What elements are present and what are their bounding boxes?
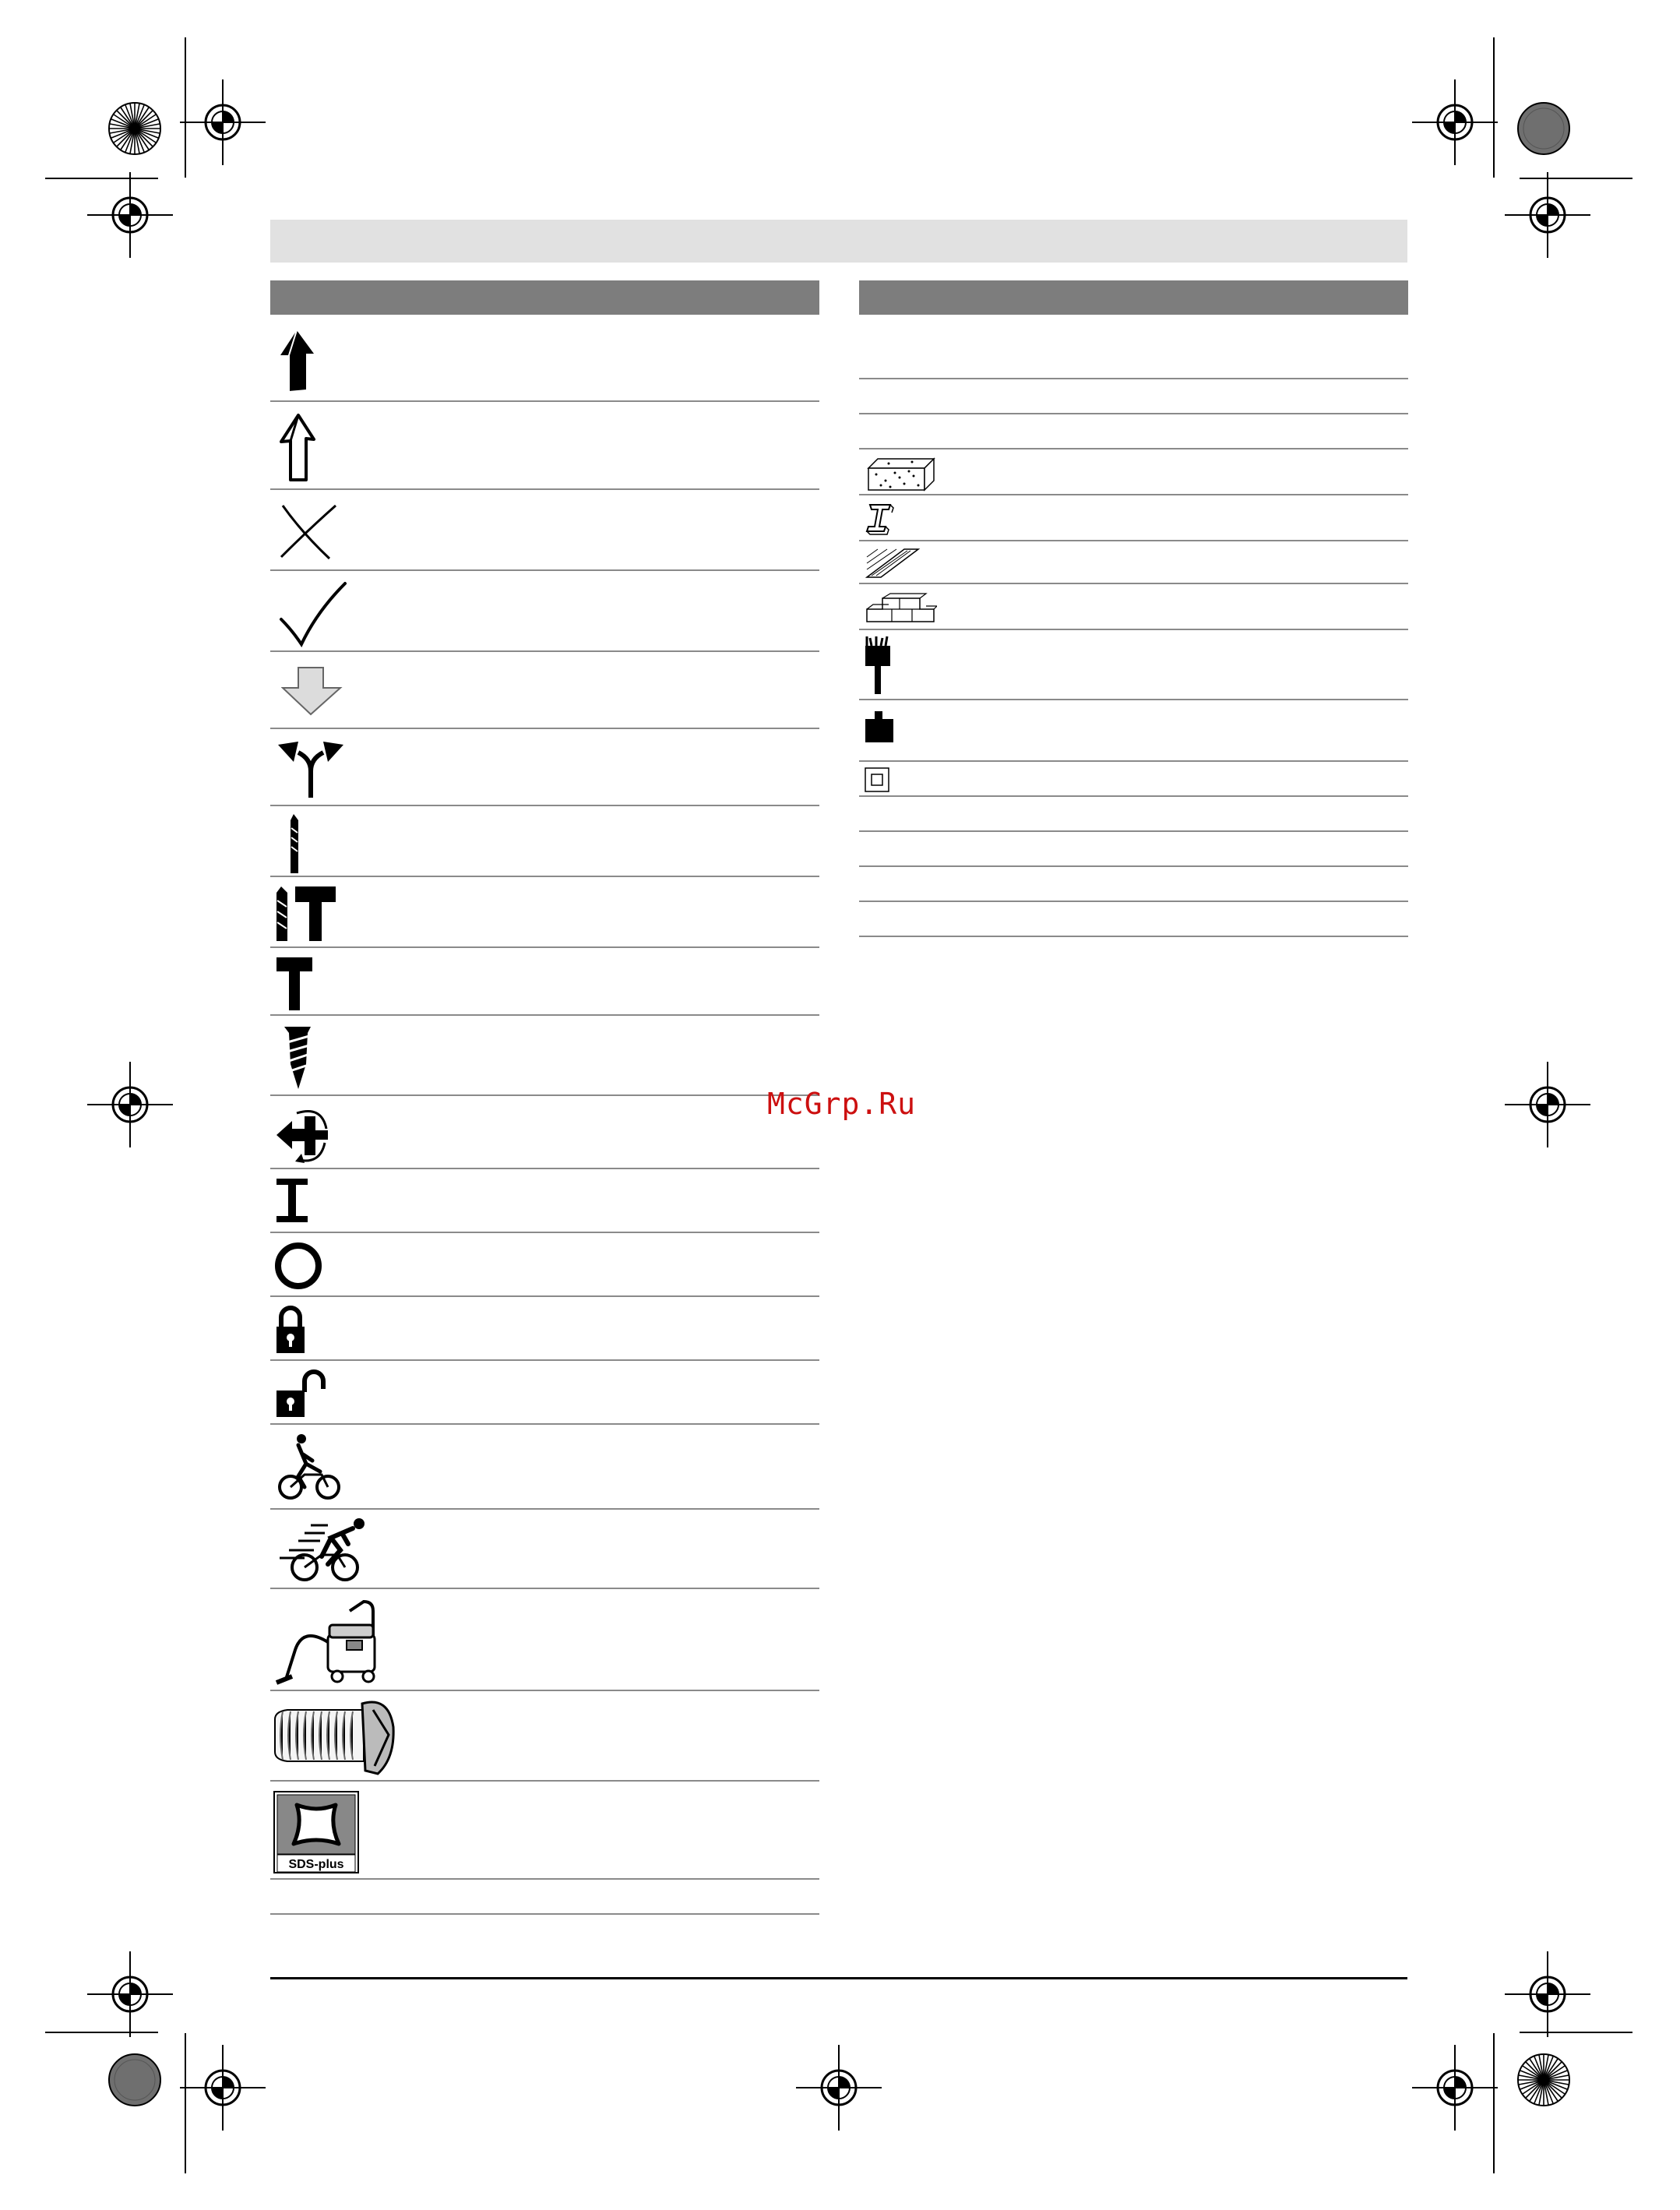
- unlock-icon: [275, 1367, 340, 1420]
- rotation-direction-icon: [273, 1105, 336, 1165]
- table-row: [270, 1425, 819, 1510]
- table-row: [270, 1880, 819, 1915]
- cross-icon: [278, 501, 340, 562]
- table-row: [270, 1510, 819, 1589]
- table-row: [859, 762, 1408, 797]
- table-row: [859, 797, 1408, 832]
- table-row: [270, 1016, 819, 1096]
- left-column-header: [270, 280, 819, 315]
- dust-extraction-hose-icon: [272, 1696, 396, 1777]
- chisel-icon: [275, 956, 314, 1012]
- table-row: [270, 877, 819, 948]
- arrow-down-icon: [281, 666, 343, 716]
- table-row: [859, 414, 1408, 449]
- fork-arrows-icon: [275, 737, 347, 799]
- table-row: [859, 867, 1408, 902]
- table-row: [859, 541, 1408, 584]
- sds-plus-chuck-icon: [273, 1791, 361, 1875]
- table-row: [270, 1361, 819, 1425]
- checkmark-icon: [278, 580, 348, 647]
- table-row: [270, 1233, 819, 1297]
- i-beam-icon: [275, 1177, 309, 1225]
- protection-class-icon: [864, 767, 892, 795]
- table-row: [859, 700, 1408, 762]
- concrete-block-icon: [865, 454, 937, 493]
- table-row: [859, 902, 1408, 937]
- table-row: [270, 948, 819, 1016]
- footer-rule: [270, 1977, 1407, 1979]
- table-row: [270, 1297, 819, 1361]
- table-row: [270, 1589, 819, 1691]
- table-row: [270, 1096, 819, 1169]
- cyclist-slow-icon: [275, 1433, 343, 1503]
- watermark: McGrp.Ru: [767, 1087, 917, 1121]
- outline-arrow-up-icon: [278, 413, 317, 483]
- drill-bit-icon: [286, 812, 305, 875]
- drill-hammer-icon: [273, 885, 339, 943]
- circle-icon: [273, 1241, 323, 1291]
- filled-arrow-up-icon: [278, 329, 317, 393]
- steel-beam-icon: [865, 502, 896, 536]
- wood-icon: [865, 546, 920, 580]
- table-row: [270, 1691, 819, 1782]
- table-row: [270, 1782, 819, 1880]
- masonry-icon: [864, 590, 937, 625]
- table-row: [859, 584, 1408, 630]
- brush-icon: [862, 635, 893, 696]
- table-row: [270, 402, 819, 490]
- table-row: [270, 490, 819, 571]
- table-row: [859, 832, 1408, 867]
- sds-plus-label: SDS-plus: [288, 1858, 344, 1871]
- table-row: [859, 449, 1408, 495]
- lock-icon: [275, 1305, 306, 1355]
- page-header-band: [270, 220, 1407, 263]
- table-row: [859, 379, 1408, 414]
- table-row: [270, 729, 819, 806]
- cyclist-fast-icon: [273, 1516, 370, 1584]
- table-row: [859, 315, 1408, 379]
- screw-icon: [283, 1025, 314, 1091]
- table-row: [859, 630, 1408, 700]
- table-row: [270, 571, 819, 652]
- weight-icon: [864, 710, 895, 744]
- table-row: [270, 315, 819, 402]
- right-column-header: [859, 280, 1408, 315]
- vacuum-cleaner-icon: [272, 1595, 389, 1689]
- table-row: [270, 806, 819, 877]
- table-row: [270, 652, 819, 729]
- table-row: [859, 495, 1408, 541]
- table-row: [270, 1169, 819, 1233]
